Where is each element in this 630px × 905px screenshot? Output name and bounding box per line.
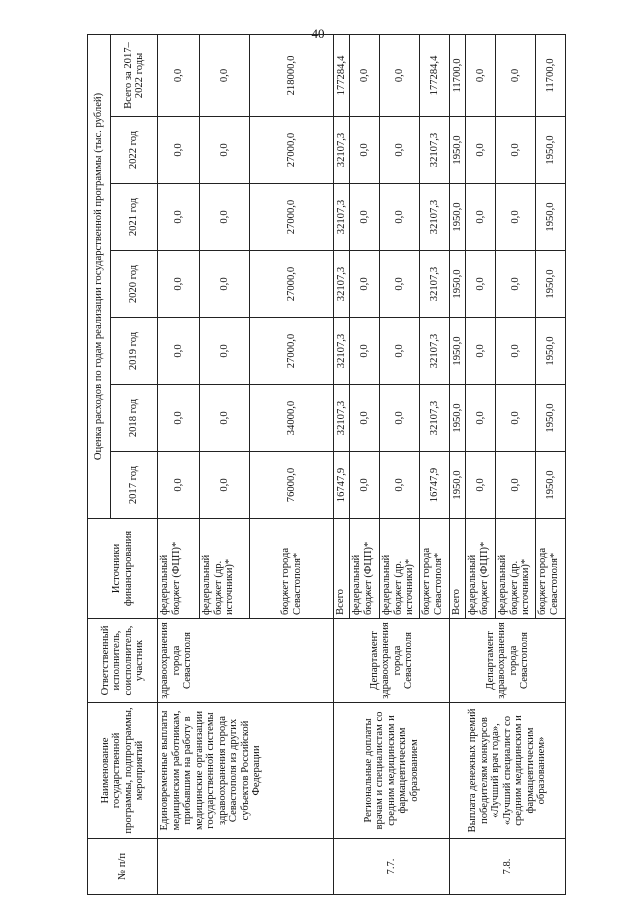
value-cell: 27000,0 [250, 117, 334, 184]
value-cell: 34000,0 [250, 385, 334, 452]
value-cell: 0,0 [200, 251, 250, 318]
value-cell: 218000,0 [250, 34, 334, 116]
value-cell: 1950,0 [450, 184, 466, 251]
value-cell: 0,0 [380, 452, 420, 519]
value-cell: 0,0 [380, 34, 420, 116]
value-cell: 0,0 [350, 184, 380, 251]
value-cell: 0,0 [466, 318, 496, 385]
value-cell: 0,0 [200, 34, 250, 116]
value-cell: 32107,3 [334, 385, 350, 452]
value-cell: 32107,3 [420, 318, 450, 385]
value-cell: 27000,0 [250, 251, 334, 318]
value-cell: 0,0 [496, 385, 536, 452]
header-executor: Ответственный исполнитель, соисполнитель, участник [88, 619, 158, 703]
funding-source: бюджет города Севастополя* [420, 519, 450, 619]
value-cell: 1950,0 [450, 385, 466, 452]
executor: Департамент здравоохранения города Севастополя [334, 619, 450, 703]
row-number: 7.7. [334, 839, 450, 895]
value-cell: 11700,0 [450, 34, 466, 116]
value-cell: 1950,0 [450, 251, 466, 318]
value-cell: 1950,0 [450, 452, 466, 519]
value-cell: 76000,0 [250, 452, 334, 519]
page-number: 40 [311, 26, 325, 41]
header-name: Наименование государственной программы, подпрограммы, мероприятий [88, 703, 158, 839]
value-cell: 0,0 [158, 452, 200, 519]
value-cell: 0,0 [158, 117, 200, 184]
funding-source: федеральный бюджет (др. источники)* [200, 519, 250, 619]
value-cell: 0,0 [200, 184, 250, 251]
value-cell: 0,0 [466, 184, 496, 251]
value-cell: 0,0 [350, 251, 380, 318]
value-cell: 0,0 [496, 34, 536, 116]
value-cell: 0,0 [200, 117, 250, 184]
value-cell: 0,0 [496, 318, 536, 385]
funding-source: федеральный бюджет (ФЦП)* [350, 519, 380, 619]
value-cell: 0,0 [350, 385, 380, 452]
value-cell: 27000,0 [250, 184, 334, 251]
value-cell: 11700,0 [536, 34, 566, 116]
value-cell: 0,0 [350, 452, 380, 519]
measure-name: Региональные доплаты врачам и специалистам со средним медицинским и фармацевтическим образованием [334, 703, 450, 839]
value-cell: 0,0 [496, 251, 536, 318]
value-cell: 32107,3 [334, 184, 350, 251]
value-cell: 27000,0 [250, 318, 334, 385]
table-row [158, 34, 200, 894]
value-cell: 0,0 [158, 318, 200, 385]
value-cell: 1950,0 [536, 318, 566, 385]
header-estimate: Оценка расходов по годам реализации государственной программы (тыс. рублей) [88, 34, 111, 518]
value-cell: 32107,3 [334, 117, 350, 184]
value-cell: 1950,0 [450, 318, 466, 385]
value-cell: 1950,0 [536, 251, 566, 318]
funding-source: федеральный бюджет (ФЦП)* [466, 519, 496, 619]
funding-source: федеральный бюджет (др. источники)* [380, 519, 420, 619]
value-cell: 0,0 [466, 117, 496, 184]
value-cell: 32107,3 [334, 318, 350, 385]
header-num: № п/п [88, 839, 158, 895]
value-cell: 177284,4 [334, 34, 350, 116]
value-cell: 0,0 [496, 452, 536, 519]
value-cell: 0,0 [350, 318, 380, 385]
value-cell: 0,0 [496, 184, 536, 251]
header-year: 2018 год [111, 385, 158, 452]
funding-source: федеральный бюджет (ФЦП)* [158, 519, 200, 619]
value-cell: 0,0 [466, 251, 496, 318]
value-cell: 177284,4 [420, 34, 450, 116]
measure-name: Выплата денежных премий победителям конкурсов «Лучший врач года», «Лучший специалист со средним медицинским и фармацевтическим образованием» [450, 703, 566, 839]
table-row [450, 34, 466, 894]
value-cell: 1950,0 [536, 117, 566, 184]
header-year: 2021 год [111, 184, 158, 251]
header-year: 2019 год [111, 318, 158, 385]
value-cell: 1950,0 [536, 452, 566, 519]
value-cell: 0,0 [380, 251, 420, 318]
header-source: Источники финансирования [88, 519, 158, 619]
value-cell: 0,0 [466, 452, 496, 519]
row-number [158, 839, 334, 895]
value-cell: 1950,0 [536, 385, 566, 452]
value-cell: 32107,3 [420, 117, 450, 184]
funding-source: Всего [334, 519, 350, 619]
value-cell: 0,0 [158, 385, 200, 452]
value-cell: 0,0 [380, 184, 420, 251]
value-cell: 0,0 [200, 385, 250, 452]
value-cell: 0,0 [466, 385, 496, 452]
executor: Департамент здравоохранения города Севастополя [450, 619, 566, 703]
value-cell: 1950,0 [536, 184, 566, 251]
value-cell: 0,0 [380, 318, 420, 385]
header-year: 2017 год [111, 452, 158, 519]
value-cell: 1950,0 [450, 117, 466, 184]
value-cell: 0,0 [350, 34, 380, 116]
measure-name: Единовременные выплаты медицинским работникам, прибывшим на работу в медицинские организации государственной системы здравоохранения города Севастополя из других субъектов Российской Федерации [158, 703, 334, 839]
header-total: Всего за 2017–2022 годы [111, 34, 158, 116]
value-cell: 32107,3 [334, 251, 350, 318]
funding-source: бюджет города Севастополя* [536, 519, 566, 619]
table-row [334, 34, 350, 894]
funding-source: федеральный бюджет (др. источники)* [496, 519, 536, 619]
value-cell: 16747,9 [420, 452, 450, 519]
rotated-table-container [87, 35, 560, 895]
header-row-1 [88, 34, 111, 894]
value-cell: 32107,3 [420, 385, 450, 452]
value-cell: 0,0 [466, 34, 496, 116]
value-cell: 16747,9 [334, 452, 350, 519]
value-cell: 32107,3 [420, 184, 450, 251]
budget-table [87, 34, 566, 895]
value-cell: 0,0 [200, 452, 250, 519]
value-cell: 0,0 [496, 117, 536, 184]
value-cell: 0,0 [158, 34, 200, 116]
header-year: 2020 год [111, 251, 158, 318]
value-cell: 0,0 [380, 117, 420, 184]
value-cell: 0,0 [158, 251, 200, 318]
value-cell: 0,0 [200, 318, 250, 385]
row-number: 7.8. [450, 839, 566, 895]
header-year: 2022 год [111, 117, 158, 184]
executor: здравоохранения города Севастополя [158, 619, 334, 703]
value-cell: 0,0 [380, 385, 420, 452]
value-cell: 0,0 [350, 117, 380, 184]
funding-source: бюджет города Севастополя* [250, 519, 334, 619]
funding-source: Всего [450, 519, 466, 619]
value-cell: 32107,3 [420, 251, 450, 318]
value-cell: 0,0 [158, 184, 200, 251]
